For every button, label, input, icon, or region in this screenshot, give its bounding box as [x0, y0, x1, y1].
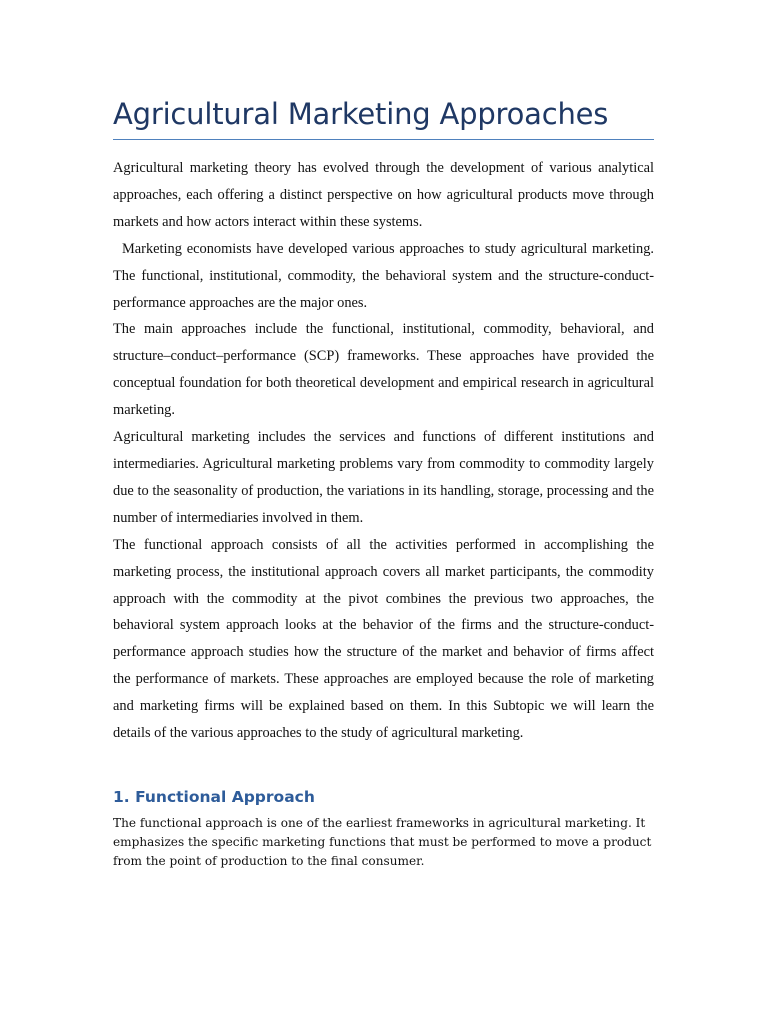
document-title: Agricultural Marketing Approaches [113, 97, 609, 131]
section-text-functional-approach: The functional approach is one of the earliest frameworks in agricultural marketing. It emphasizes the specific marketing functions that must be performed to move a product from the point of production to the final consumer. [113, 815, 652, 868]
paragraph-economists: Marketing economists have developed various approaches to study agricultural marketing. The functional, institutional, commodity, the behavioral system and the structure-conduct-performance approaches are the major ones. [113, 240, 654, 311]
paragraph-approach-summary: The functional approach consists of all the activities performed in accomplishing the marketing process, the institutional approach covers all market participants, the commodity approach with the commodity at the pivot combines the previous two approaches, the behavioral system approach looks at the behavior of the firms and the structure-conduct-performance approach studies how the structure of the market and behavior of firms affect the performance of markets. These approaches are employed because the role of marketing and marketing firms will be explained based on them. In this Subtopic we will learn the details of the various approaches to the study of agricultural marketing. [113, 536, 654, 742]
document-page [113, 94, 654, 871]
section-heading-functional-approach: 1. Functional Approach [113, 787, 315, 806]
paragraph-services-functions: Agricultural marketing includes the services and functions of different institutions and intermediaries. Agricultural marketing problems vary from commodity to commodity largely due to the seasonality of production, the variations in its handling, storage, processing and the number of intermediaries involved in them. [113, 429, 654, 526]
paragraph-intro: Agricultural marketing theory has evolved through the development of various analytical approaches, each offering a distinct perspective on how agricultural products move through markets and how actors interact within these systems. [113, 160, 654, 230]
paragraph-main-approaches: The main approaches include the functional, institutional, commodity, behavioral, and structure–conduct–performance (SCP) frameworks. These approaches have provided the conceptual foundation for both theoretical development and empirical research in agricultural marketing. [113, 321, 654, 419]
title-underline-rule [113, 139, 654, 140]
document-body [113, 155, 654, 747]
